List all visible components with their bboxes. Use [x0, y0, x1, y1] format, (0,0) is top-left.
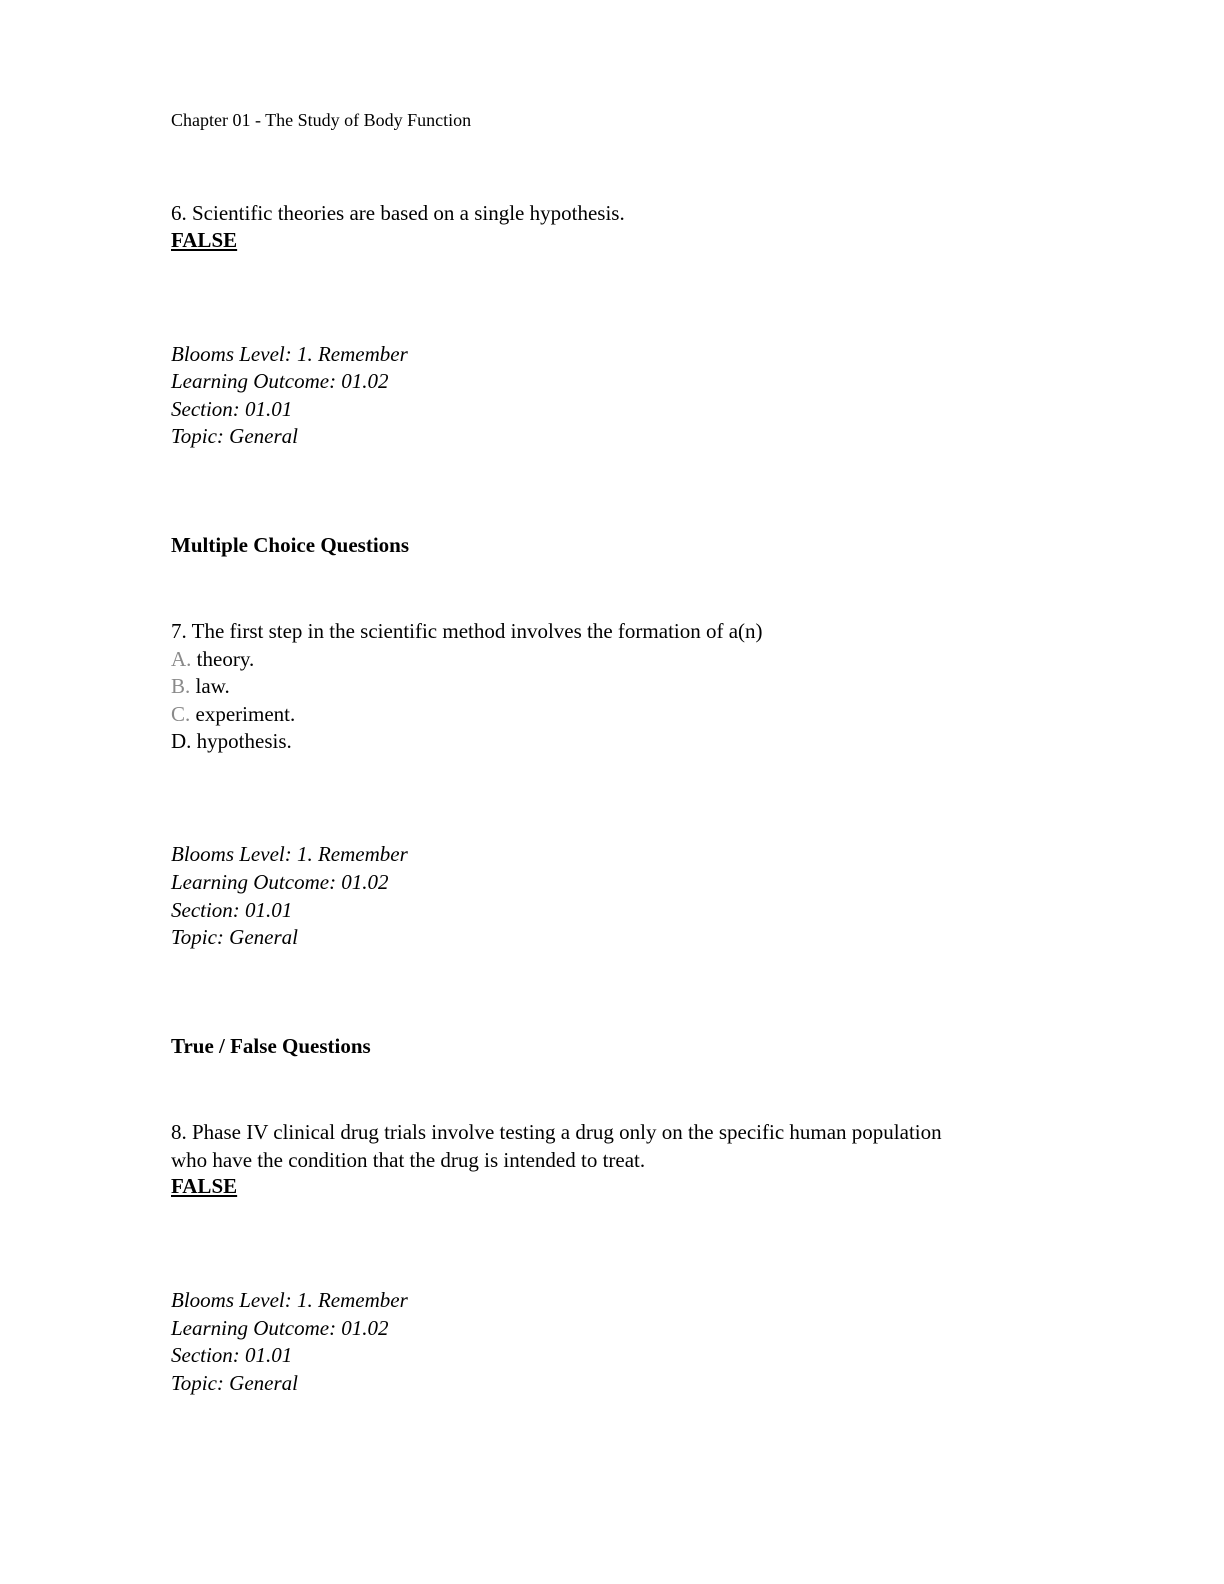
option-letter: D. [171, 729, 192, 753]
question-7-text: 7. The first step in the scientific method involves the formation of a(n) [171, 619, 763, 643]
question-6-meta-blooms: Blooms Level: 1. Remember [171, 342, 408, 366]
question-7-option-c [171, 701, 295, 729]
question-8-answer: FALSE [171, 1174, 238, 1198]
question-7-option-b [171, 673, 230, 701]
question-6-meta-outcome: Learning Outcome: 01.02 [171, 369, 389, 393]
question-7-option-d [171, 728, 292, 756]
question-7-meta-blooms: Blooms Level: 1. Remember [171, 842, 408, 866]
question-7-option-a [171, 646, 254, 674]
question-8-meta-outcome: Learning Outcome: 01.02 [171, 1316, 389, 1340]
section-heading-true-false: True / False Questions [171, 1034, 371, 1058]
option-letter: A. [171, 647, 192, 671]
section-heading-multiple-choice: Multiple Choice Questions [171, 533, 410, 557]
question-7-meta-section: Section: 01.01 [171, 898, 293, 922]
question-6-text: 6. Scientific theories are based on a single hypothesis. [171, 201, 625, 225]
question-8-meta-section: Section: 01.01 [171, 1343, 293, 1367]
question-8-text-line-1: 8. Phase IV clinical drug trials involve testing a drug only on the specific human population [171, 1120, 942, 1144]
option-text: theory. [191, 647, 255, 671]
question-6-answer: FALSE [171, 228, 238, 252]
question-7-meta-outcome: Learning Outcome: 01.02 [171, 870, 389, 894]
question-8-meta-topic: Topic: General [171, 1371, 298, 1395]
page-header: Chapter 01 - The Study of Body Function [171, 110, 472, 130]
option-text: experiment. [190, 702, 296, 726]
option-text: law. [190, 674, 230, 698]
option-text: hypothesis. [191, 729, 292, 753]
question-7-meta-topic: Topic: General [171, 925, 298, 949]
question-8-text-line-2: who have the condition that the drug is intended to treat. [171, 1148, 646, 1172]
option-letter: C. [171, 702, 191, 726]
question-8-meta-blooms: Blooms Level: 1. Remember [171, 1288, 408, 1312]
question-6-meta-topic: Topic: General [171, 424, 298, 448]
question-6-meta-section: Section: 01.01 [171, 397, 293, 421]
option-letter: B. [171, 674, 191, 698]
